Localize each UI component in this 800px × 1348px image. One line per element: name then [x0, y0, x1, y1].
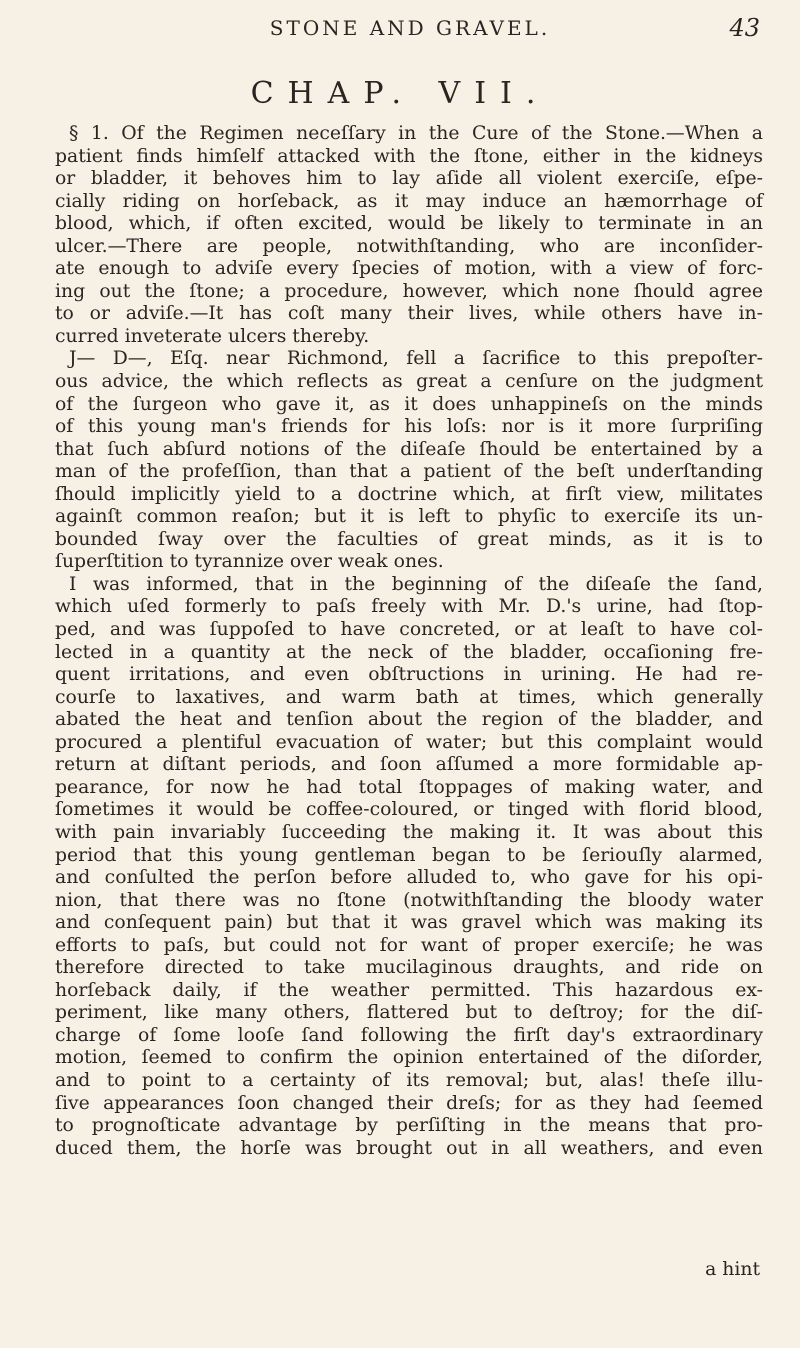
- text-line: ing out the ſtone; a procedure, however, which none ſhould agree: [55, 280, 763, 302]
- text-line: duced them, the horſe was brought out in all weathers, and even: [55, 1137, 763, 1159]
- text-line: return at diſtant periods, and ſoon aſſumed a more formidable ap-: [55, 754, 763, 776]
- text-line: of the ſurgeon who gave it, as it does unhappineſs on the minds: [55, 393, 763, 415]
- text-line: pearance, for now he had total ſtoppages of making water, and: [55, 776, 763, 798]
- text-line: ulcer.—There are people, notwithſtanding, who are inconſider-: [55, 235, 763, 257]
- text-line: courſe to laxatives, and warm bath at times, which generally: [55, 686, 763, 708]
- text-line: quent irritations, and even obſtructions in urining. He had re-: [55, 664, 763, 686]
- page-number: 43: [729, 14, 760, 42]
- body-text: [55, 123, 763, 1160]
- text-line: ſive appearances ſoon changed their dreſs; for as they had ſeemed: [55, 1092, 763, 1114]
- text-line: cially riding on horſeback, as it may induce an hæmorrhage of: [55, 190, 763, 212]
- text-line: period that this young gentleman began to be ſeriouſly alarmed,: [55, 844, 763, 866]
- text-line: that ſuch abſurd notions of the diſeaſe ſhould be entertained by a: [55, 438, 763, 460]
- text-line: with pain invariably ſucceeding the making it. It was about this: [55, 821, 763, 843]
- text-line: periment, like many others, flattered but to deſtroy; for the diſ-: [55, 1002, 763, 1024]
- text-line: and to point to a certainty of its removal; but, alas! theſe illu-: [55, 1069, 763, 1091]
- running-head: [60, 14, 760, 44]
- text-line: nion, that there was no ſtone (notwithſtanding the bloody water: [55, 889, 763, 911]
- text-line: ſhould implicitly yield to a doctrine which, at firſt view, militates: [55, 483, 763, 505]
- text-line: to prognoſticate advantage by perſiſting in the means that pro-: [55, 1115, 763, 1137]
- text-line: to or adviſe.—It has coſt many their lives, while others have in-: [55, 303, 763, 325]
- text-line: ped, and was ſuppoſed to have concreted, or at leaſt to have col-: [55, 619, 763, 641]
- text-line: procured a plentiful evacuation of water; but this complaint would: [55, 731, 763, 753]
- text-line: therefore directed to take mucilaginous draughts, and ride on: [55, 957, 763, 979]
- text-line: and conſequent pain) but that it was gravel which was making its: [55, 912, 763, 934]
- text-line: of this young man's friends for his loſs: nor is it more ſurpriſing: [55, 416, 763, 438]
- running-title: STONE AND GRAVEL.: [269, 16, 551, 40]
- text-line: and conſulted the perſon before alluded to, who gave for his opi-: [55, 867, 763, 889]
- text-line: or bladder, it behoves him to lay aſide all violent exerciſe, eſpe-: [55, 168, 763, 190]
- text-line: ſometimes it would be coffee-coloured, or tinged with florid blood,: [55, 799, 763, 821]
- text-line: I was informed, that in the beginning of the diſeaſe the ſand,: [69, 573, 763, 595]
- text-line: § 1. Of the Regimen neceſſary in the Cure of the Stone.—When a: [69, 123, 763, 144]
- text-line: charge of ſome looſe ſand following the firſt day's extraordinary: [55, 1024, 763, 1046]
- text-line: ſuperſtition to tyrannize over weak ones.: [55, 551, 444, 573]
- text-line: patient finds himſelf attacked with the ſtone, either in the kidneys: [55, 145, 763, 167]
- text-line: ous advice, the which reflects as great a cenſure on the judgment: [55, 371, 763, 393]
- chapter-heading: CHAP. VII.: [250, 76, 550, 111]
- text-line: ate enough to adviſe every ſpecies of motion, with a view of forc-: [55, 258, 763, 280]
- text-line: which uſed formerly to paſs freely with Mr. D.'s urine, had ſtop-: [55, 596, 763, 618]
- text-line: abated the heat and tenſion about the region of the bladder, and: [55, 709, 763, 731]
- text-line: man of the profeſſion, than that a patient of the beſt underſtanding: [55, 461, 763, 483]
- catchword: a hint: [705, 1259, 760, 1280]
- text-line: efforts to paſs, but could not for want of proper exerciſe; he was: [55, 934, 763, 956]
- text-line: blood, which, if often excited, would be likely to terminate in an: [55, 213, 763, 235]
- text-line: againſt common reaſon; but it is left to phyſic to exerciſe its un-: [55, 506, 763, 528]
- text-line: J— D—, Eſq. near Richmond, fell a ſacrifice to this prepoſter-: [69, 348, 763, 370]
- text-line: bounded ſway over the faculties of great minds, as it is to: [55, 528, 763, 550]
- text-line: horſeback daily, if the weather permitted. This hazardous ex-: [55, 979, 763, 1001]
- text-line: lected in a quantity at the neck of the bladder, occaſioning fre-: [55, 641, 763, 663]
- text-line: motion, ſeemed to confirm the opinion entertained of the diſorder,: [55, 1047, 763, 1069]
- text-line: curred inveterate ulcers thereby.: [55, 325, 370, 347]
